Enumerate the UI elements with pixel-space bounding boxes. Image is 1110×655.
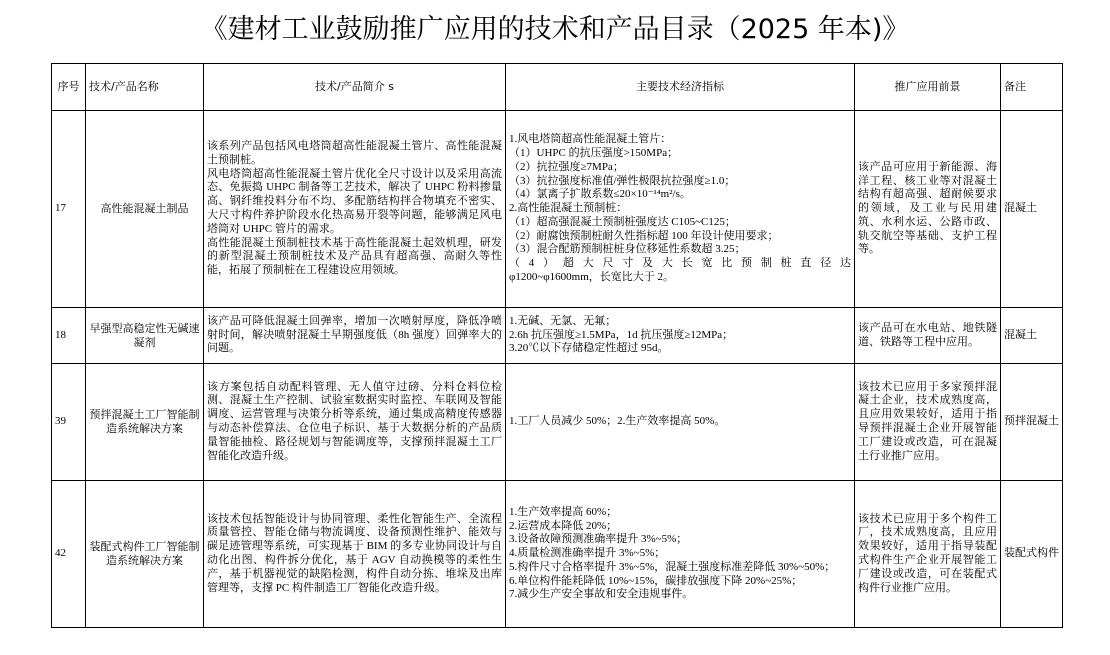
page-title: 《建材工业鼓励推广应用的技术和产品目录（2025 年本)》: [200, 14, 910, 45]
indicator-line: 5.构件尺寸合格率提升 3%~5%，混凝土强度标准差降低 30%~50%；: [509, 560, 836, 573]
header-indicators: 主要技术经济指标: [506, 64, 855, 111]
indicator-line: 7.减少生产安全事故和安全违规事件。: [509, 588, 694, 601]
indicator-line: 1.工厂人员减少 50%；2.生产效率提高 50%。: [509, 415, 726, 428]
indicator-line: （2）耐腐蚀预制桩耐久性指标超 100 年设计使用要求；: [509, 229, 779, 242]
intro-paragraph: 该产品可降低混凝土回弹率，增加一次喷射厚度，降低净喷射时间，解决喷射混凝土早期强度低（8h 强度）回弹率大的问题。: [207, 314, 502, 355]
row-prospect: 该技术已应用于多个构件工厂，技术成熟度高，且应用效果较好，适用于指导装配式构件生产企业开展智能工厂建设或改造，可在装配式构件行业推广应用。: [855, 481, 1001, 628]
header-remark: 备注: [1001, 64, 1063, 111]
row-prospect: 该产品可在水电站、地铁隧道、铁路等工程中应用。: [855, 308, 1001, 364]
catalog-table: [51, 63, 1063, 628]
row-name: 早强型高稳定性无碱速凝剂: [86, 308, 204, 364]
intro-paragraph: 该系列产品包括风电塔筒超高性能混凝土管片、高性能混凝土预制桩。: [207, 140, 502, 166]
table-header-row: [52, 64, 1063, 111]
indicator-line: 2.运营成本降低 20%；: [509, 519, 618, 532]
row-intro: [204, 364, 506, 481]
row-remark: 混凝土: [1001, 308, 1063, 364]
header-intro: 技术/产品简介 s: [204, 64, 506, 111]
row-remark: 预拌混凝土: [1001, 364, 1063, 481]
row-no: 18: [52, 308, 86, 364]
intro-paragraph: 该技术包括智能设计与协同管理、柔性化智能生产、全流程质量管控、智能仓储与物流调度、设备预测性维护、能效与碳足迹管理等系统，可实现基于 BIM 的多专业协同设计与自动化出图、构件拆分优化，基于 AGV 自动换模等的柔性生产，基于机器视觉的缺陷检测，构件自动分拣、堆垛及出库管理等，支撑 PC 构件制造工厂智能化改造升级。: [207, 512, 502, 594]
row-no: 39: [52, 364, 86, 481]
indicator-line: 1.无碱、无氯、无氟；: [509, 314, 617, 327]
row-intro: [204, 481, 506, 628]
row-name: 装配式构件工厂智能制造系统解决方案: [86, 481, 204, 628]
row-prospect: 该产品可应用于新能源、海洋工程、核工业等对混凝土结构有超高强、超耐候要求的领域，及工业与民用建筑、水利水运、公路市政、轨交航空等基础、支护工程等。: [855, 111, 1001, 308]
indicator-line: 4.质量检测准确率提升 3%~5%；: [509, 547, 666, 560]
row-remark: 混凝土: [1001, 111, 1063, 308]
indicator-line: （3）抗拉强度标准值/弹性极限抗拉强度≥1.0；: [509, 174, 736, 187]
header-prospect: 推广应用前景: [855, 64, 1001, 111]
indicator-line: φ1200~φ1600mm，长宽比大于 2。: [509, 271, 675, 284]
table-row: [52, 111, 1063, 308]
indicator-line: 1.风电塔筒超高性能混凝土管片：: [509, 133, 672, 146]
row-intro: [204, 308, 506, 364]
table-row: [52, 364, 1063, 481]
row-no: 42: [52, 481, 86, 628]
indicator-line: 6.单位构件能耗降低 10%~15%，碳排放强度下降 20%~25%；: [509, 574, 803, 587]
indicator-line: 1.生产效率提高 60%；: [509, 505, 618, 518]
row-indicators: [506, 111, 855, 308]
intro-paragraph: 高性能混凝土预制桩技术基于高性能混凝土起效机理，研发的新型混凝土预制桩技术及产品具有超高强、高耐久等性能，拓展了预制桩在工程建设应用领域。: [207, 236, 502, 277]
table-row: [52, 308, 1063, 364]
intro-paragraph: 该方案包括自动配料管理、无人值守过磅、分料仓料位检测、混凝土生产控制、试验室数据实时监控、车联网及智能调度、运营管理与决策分析等系统，通过集成高精度传感器与动态补偿算法、仓位电子标识、基于大数据分析的产品质量智能抽检、路径规划与智能调度等，支撑预拌混凝土工厂智能化改造升级。: [207, 380, 502, 462]
indicator-line: （4）氯离子扩散系数≤20×10⁻¹⁴m²/s。: [509, 188, 691, 201]
row-name: 预拌混凝土工厂智能制造系统解决方案: [86, 364, 204, 481]
header-name: 技术/产品名称: [86, 64, 204, 111]
row-prospect: 该技术已应用于多家预拌混凝土企业，技术成熟度高，且应用效果较好，适用于指导预拌混凝土企业开展智能工厂建设或改造，可在混凝土行业推广应用。: [855, 364, 1001, 481]
intro-paragraph: 风电塔筒超高性能混凝土管片优化全尺寸设计以及采用高流态、免振捣 UHPC 制备等工艺技术，解决了 UHPC 粉料掺量高、钢纤维投料分布不均、多配筋结构拌合物填充不密实、大尺寸构件养护阶段水化热高易开裂等问题，能够满足风电塔筒对 UHPC 管片的需求。: [207, 167, 502, 235]
row-indicators: [506, 308, 855, 364]
row-indicators: [506, 481, 855, 628]
indicator-line: （3）混合配筋预制桩桩身位移延性系数超 3.25；: [509, 243, 746, 256]
indicator-line: 3.设备故障预测准确率提升 3%~5%；: [509, 533, 688, 546]
table-row: [52, 481, 1063, 628]
indicator-line: 2.高性能混凝土预制桩：: [509, 202, 628, 215]
indicator-line: （4）超大尺寸及大长宽比预制桩直径达: [509, 257, 851, 270]
row-intro: [204, 111, 506, 308]
row-indicators: [506, 364, 855, 481]
indicator-line: （1）超高强混凝土预制桩强度达 C105~C125；: [509, 215, 736, 228]
indicator-line: （2）抗拉强度≥7MPa；: [509, 160, 624, 173]
row-name: 高性能混凝土制品: [86, 111, 204, 308]
indicator-line: 3.20℃以下存储稳定性超过 95d。: [509, 342, 669, 355]
indicator-line: （1）UHPC 的抗压强度>150MPa；: [509, 146, 679, 159]
indicator-line: 2.6h 抗压强度≥1.5MPa，1d 抗压强度≥12MPa；: [509, 328, 734, 341]
row-remark: 装配式构件: [1001, 481, 1063, 628]
row-no: 17: [52, 111, 86, 308]
header-no: 序号: [52, 64, 86, 111]
